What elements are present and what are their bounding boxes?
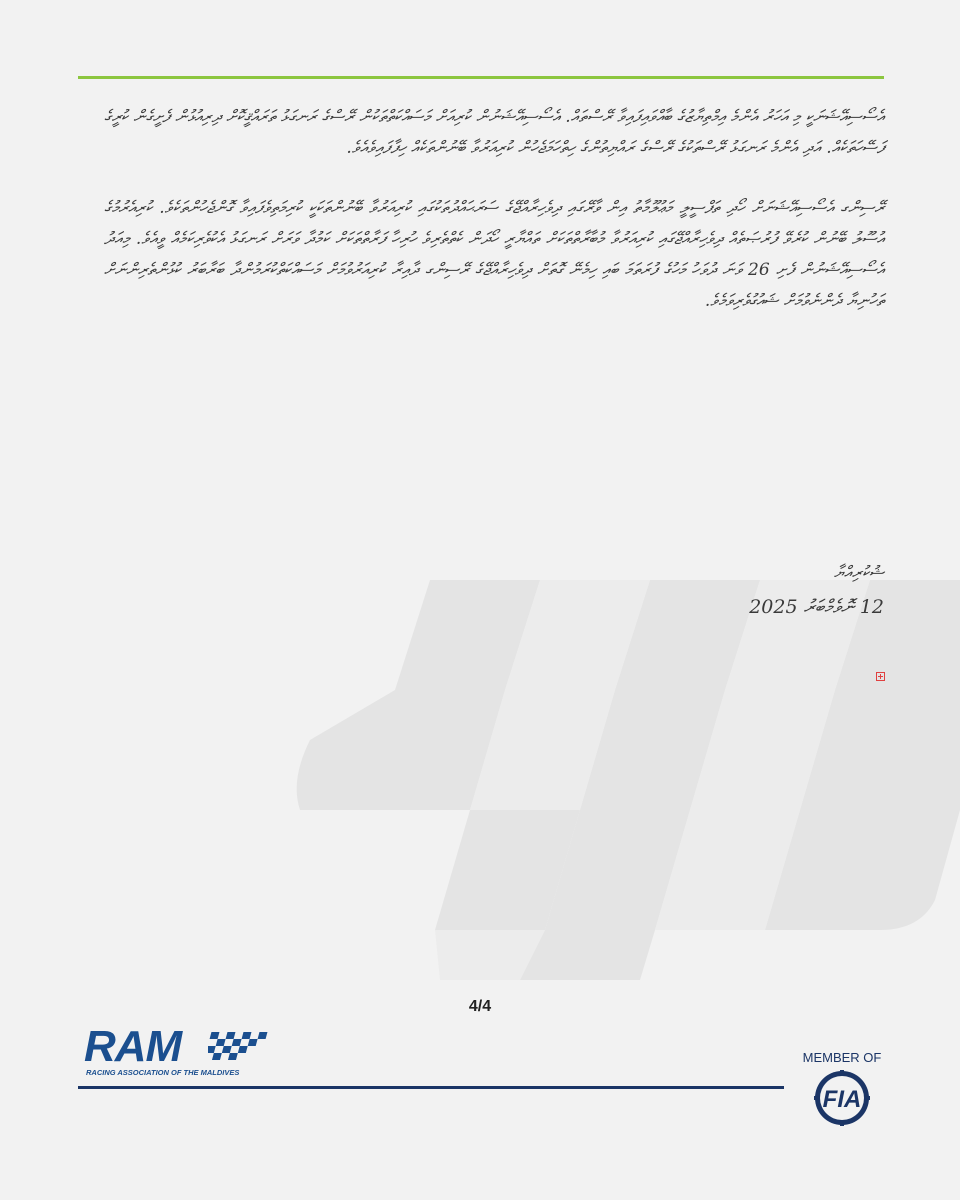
page-number: 4/4 [468,998,492,1015]
signature-line: ޝުކުރިއްޔާ [833,563,884,583]
expand-marker-icon[interactable] [876,672,885,681]
member-of-label: MEMBER OF [802,1050,882,1065]
letter-date: 12 ނޮވެމްބަރު 2025 [749,596,884,618]
letter-body [104,102,884,346]
fia-logo-text: FIA [822,1086,862,1113]
top-divider [78,76,884,79]
ram-logo-wordmark: RAM [84,1022,182,1071]
ram-logo [80,1018,280,1078]
fia-logo-icon [802,1070,882,1126]
checkered-flag-icon [208,1030,272,1062]
ram-logo-subtitle: RACING ASSOCIATION OF THE MALDIVES [86,1068,240,1077]
paragraph-1: އެސޯސިއޭޝަނަކީ މި އަހަރު އެންމެ އިމްތިޔާޒުގެ ބާއްވައިފައިވާ ރޭސްތައް. އެސޯސިއޭޝަނުން ކުރިއަށް މަސައްކަތްތަކުން ރޭސްގެ ރަނގަޅު ތަރައްޤީކޮށް ދިރިއުޅުން ފެށީގެން ކުރީގެ ފަސޭހަތަކެއް. އަދި އެންމެ ރަނގަޅު ރޭސްތަކުގެ ރޭސްގެ ރައްޔިތުންގެ ހިތްހަމަޖެހުން ކުރިއަރުވާ ބޭނުންތަކެއް ހިފާފައިވެއެވެ. [104,107,884,158]
bottom-divider [78,1086,784,1089]
paragraph-2: ރޭސިންގ އެސޯސިއޭޝަނަށް ހޯދި ތަފްސީލީ މަޢުލޫމާތު އިން ވާރޭގައި ދިވެހިރާއްޖޭގެ ސަރަޙައްދުތަކުގައި ކުރިއަރުވާ ބޭނުންތަކަކީ ކުރިމަތިވެފައިވާ ގޮންޖެހުންތަކެވެ. ކުރިއެރުމުގެ އުސޫލު ބޭނުން ކުރެވޭ ފުރުޞަތެއް ދިވެހިރާއްޖޭގައި ކުރިއަރުވާ މުބާރާތްތަކަށް ތައްޔާރީ ހޯދަން ކެތްތެރިވެ ހުރިހާ ފަރާތްތަކަށް ކަމުދާ ވަރަށް ރަނގަޅު އެކުވެރިކަމެއް ވީއެވެ. މިއަދު އެސޯސިއޭޝަނުން ފެށި 26 ވަނަ ދުވަހު މަހުގެ ފުރަތަމަ ބައި ހިމެނޭ ގޮތަށް ދިވެހިރާއްޖޭގެ ރޭސިންގ ދާއިރާ ކުރިއަރުވުމަށް މަސައްކަތްކުރަމުންދާ ބަރާބަރު ކުޅުންތެރިންނަށް ތަހުނިޔާ ދެންނެވުމަށް ޝައުގުވެރިވަމެވެ. [104,198,884,311]
